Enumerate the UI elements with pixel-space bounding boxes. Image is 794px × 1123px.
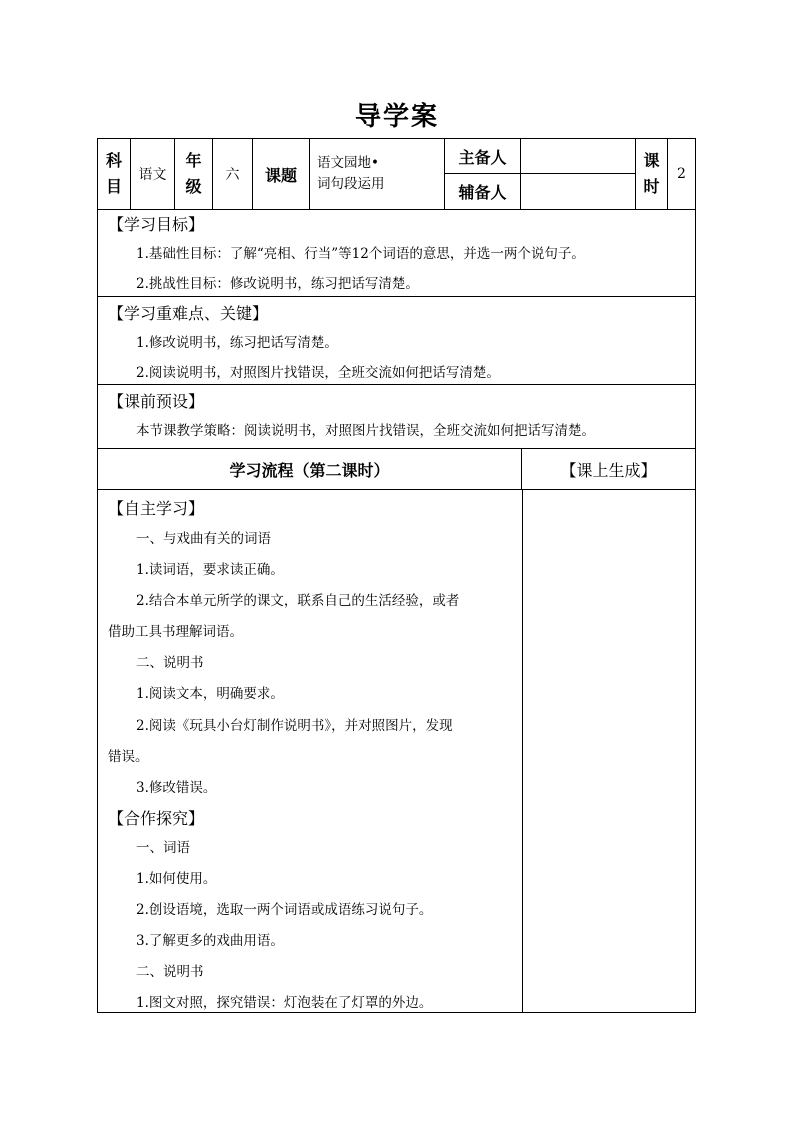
grade-label-cell — [175, 139, 213, 209]
subject-label-char-1: 科 — [105, 151, 122, 170]
objective-item: 1.基础性目标：了解“亮相、行当”等12个词语的意思，并选一两个说句子。 — [136, 246, 585, 262]
objectives-section — [98, 209, 695, 297]
cooperative-heading: 【合作探究】 — [108, 809, 205, 828]
self-study-line: 1.阅读文本，明确要求。 — [136, 686, 284, 702]
topic-label: 课题 — [253, 139, 310, 209]
main-prep-label: 主备人 — [445, 139, 520, 174]
topic-line-2: 词句段运用 — [317, 176, 385, 192]
cooperative-line: 1.如何使用。 — [136, 871, 217, 887]
preview-heading: 【课前预设】 — [108, 392, 205, 411]
keypoints-heading: 【学习重难点、关键】 — [108, 304, 269, 323]
subject-value: 语文 — [131, 139, 175, 209]
keypoint-item: 1.修改说明书，练习把话写清楚。 — [136, 335, 338, 351]
period-label-char-1: 课 — [643, 151, 660, 170]
cooperative-line: 3.了解更多的戏曲用语。 — [136, 933, 284, 949]
self-study-line: 2.阅读《玩具小台灯制作说明书》，并对照图片，发现 — [136, 718, 453, 734]
flow-title: 学习流程（第二课时） — [98, 449, 522, 489]
cooperative-line: 2.创设语境，选取一两个词语或成语练习说句子。 — [136, 902, 433, 918]
cooperative-line: 1.图文对照，探究错误：灯泡装在了灯罩的外边。 — [136, 995, 433, 1011]
main-prep-value — [521, 139, 635, 174]
self-study-line: 2.结合本单元所学的课文，联系自己的生活经验，或者 — [136, 593, 460, 609]
self-study-line: 1.读词语，要求读正确。 — [136, 562, 284, 578]
column-divider — [522, 489, 523, 1012]
preview-text: 本节课教学策略：阅读说明书，对照图片找错误，全班交流如何把话写清楚。 — [136, 423, 595, 439]
grade-label-char-1: 年 — [185, 151, 202, 170]
assist-prep-label: 辅备人 — [458, 183, 507, 202]
lesson-plan-table — [97, 138, 696, 1013]
assist-prep-value — [521, 174, 635, 209]
subject-label-char-2: 目 — [105, 177, 122, 196]
topic-value-cell — [310, 139, 445, 209]
objective-item: 2.挑战性目标：修改说明书，练习把话写清楚。 — [136, 276, 419, 292]
prep-value-cell — [521, 139, 636, 209]
self-study-heading: 【自主学习】 — [108, 499, 205, 518]
keypoints-section — [98, 297, 695, 385]
page-title: 导学案 — [354, 102, 439, 132]
keypoint-item: 2.阅读说明书，对照图片找错误，全班交流如何把话写清楚。 — [136, 365, 500, 381]
prep-label-cell — [445, 139, 521, 209]
cooperative-line: 二、说明书 — [136, 964, 204, 980]
period-label-char-2: 时 — [643, 177, 660, 196]
self-study-line: 二、说明书 — [136, 655, 204, 671]
cooperative-line: 一、词语 — [136, 840, 190, 856]
self-study-line: 3.修改错误。 — [136, 780, 217, 796]
grade-value: 六 — [213, 139, 253, 209]
self-study-line: 错误。 — [108, 749, 149, 765]
header-row — [98, 139, 695, 210]
flow-right-title: 【课上生成】 — [560, 460, 657, 480]
self-study-line: 借助工具书理解词语。 — [108, 624, 243, 640]
flow-header-row — [98, 449, 695, 490]
preview-section — [98, 385, 695, 449]
period-label-cell — [636, 139, 668, 209]
objectives-heading: 【学习目标】 — [108, 215, 205, 234]
topic-line-1: 语文园地• — [317, 155, 379, 171]
self-study-line: 一、与戏曲有关的词语 — [136, 531, 271, 547]
period-value: 2 — [677, 166, 686, 182]
subject-label-cell — [98, 139, 131, 209]
grade-label-char-2: 级 — [185, 177, 202, 196]
